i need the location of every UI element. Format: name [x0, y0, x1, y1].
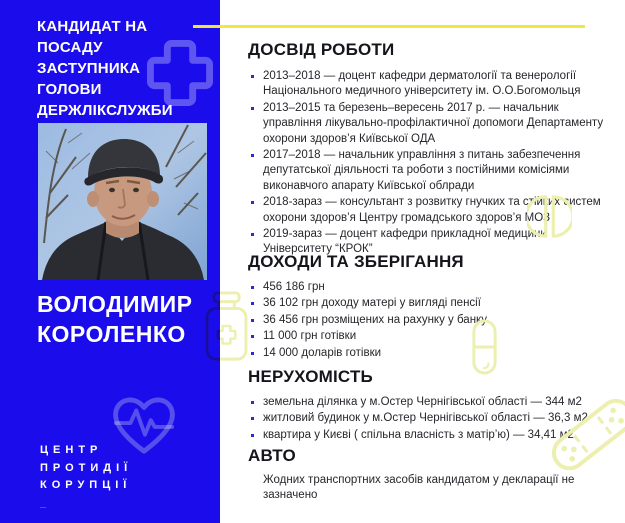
title-line: ЗАСТУПНИКА ГОЛОВИ [37, 60, 141, 98]
list-item: житловий будинок у м.Остер Чернігівської області — 36,3 м2 [248, 411, 606, 426]
list-item: 14 000 доларів готівки [248, 346, 606, 361]
list-item: 11 000 грн готівки [248, 329, 606, 344]
name-line: ВОЛОДИМИР [37, 291, 193, 317]
org-line-text: КОРУПЦІЇ [40, 479, 132, 491]
org-cursor: _ [40, 496, 52, 509]
org-line [40, 477, 132, 512]
capsule-icon [471, 318, 498, 376]
list-item: 2013–2015 та березень–вересень 2017 р. — начальник управління лікувально-профілактичної допомоги Департаменту охорони здоров’я Київської ОДА [248, 101, 606, 147]
org-line: ПРОТИДІЇ [40, 461, 133, 474]
title-line: КАНДИДАТ НА ПОСАДУ [37, 18, 148, 56]
section-heading-experience: ДОСВІД РОБОТИ [248, 40, 395, 59]
list-item: квартира у Києві ( спільна власність з матір’ю) — 34,41 м2 [248, 428, 606, 443]
list-item: 456 186 грн [248, 280, 606, 295]
section-heading-realty: НЕРУХОМІСТЬ [248, 367, 373, 386]
auto-note: Жодних транспортних засобів кандидатом у декларації не зазначено [263, 474, 575, 502]
list-item: 36 102 грн доходу матері у вигляді пенсії [248, 296, 606, 311]
org-logo-text [40, 442, 132, 512]
title-line: ДЕРЖЛІКСЛУЖБИ [37, 102, 173, 119]
bandage-icon [545, 397, 625, 473]
section-heading-auto: АВТО [248, 446, 296, 465]
list-item: 2013–2018 — доцент кафедри дерматології та венерології Національного медичного університету ім. О.О.Богомольця [248, 69, 606, 100]
list-item: 36 456 грн розміщених на рахунку у банку [248, 313, 606, 328]
pill-bottle-icon [202, 291, 251, 363]
list-item: земельна ділянка у м.Остер Чернігівської області — 344 м2 [248, 395, 606, 410]
income-list [248, 280, 606, 361]
section-auto [248, 446, 593, 504]
split-tablet-icon [527, 194, 572, 239]
left-panel [0, 0, 220, 523]
list-item: 2019-зараз — доцент кафедри прикладної медицини Університету “КРОК” [248, 227, 606, 258]
photo-illustration [38, 123, 207, 280]
section-heading-income: ДОХОДИ ТА ЗБЕРІГАННЯ [248, 252, 464, 271]
candidate-photo [38, 123, 207, 280]
candidate-position-title [37, 16, 209, 121]
name-line: КОРОЛЕНКО [37, 321, 186, 347]
candidate-name [37, 289, 217, 349]
org-line: ЦЕНТР [40, 444, 103, 456]
list-item: 2018-зараз — консультант з розвитку гнучких та стійких систем охорони здоров’я Центру громадського здоров’я МОЗ [248, 195, 606, 226]
list-item: 2017–2018 — начальник управління з питань забезпечення депутатської діяльності та роботи з постійними комісіями виконавчого апарату Київської облради [248, 148, 606, 194]
section-income [248, 252, 606, 362]
accent-line [193, 25, 585, 28]
